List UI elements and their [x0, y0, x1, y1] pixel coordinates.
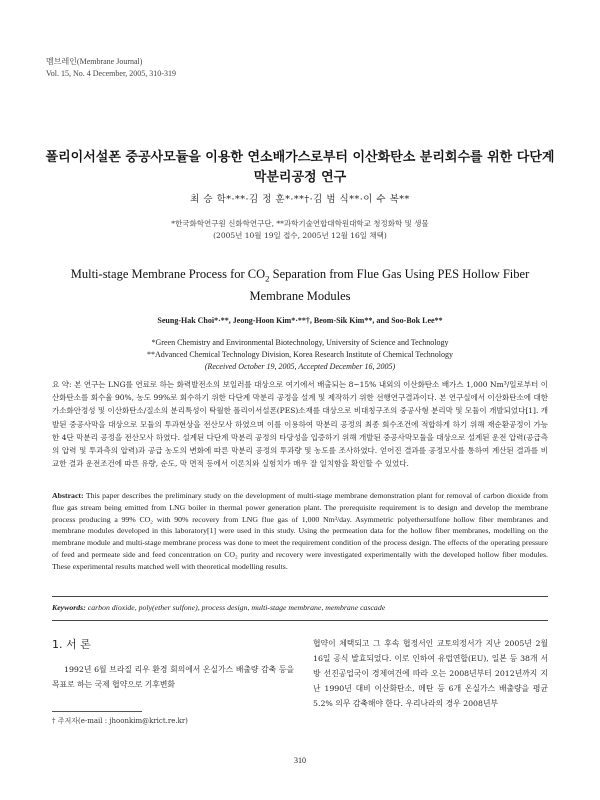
- english-title: [40, 263, 560, 307]
- footnote-rule: [52, 711, 142, 712]
- korean-title: [40, 148, 560, 188]
- korean-title-line-2: 막분리공정 연구: [253, 170, 347, 185]
- english-abstract: [52, 490, 548, 573]
- english-title-line-2: Membrane Modules: [249, 289, 351, 303]
- english-abstract-text: This paper describes the preliminary study on the development of multi-stage membrane demonstration plant for removal of carbon dioxide from flue gas stream being emitted from LNG boiler in thermal power generation plant. The prerequisite requirement is to design and develop the membrane process producing a 99% CO₂ with 90% recovery from LNG flue gas of 1,000 Nm³/day. Asymmetric polyethersulfone hollow fiber membranes and membrane modules developed in this laboratory[1] were used in this study. Using the permeation data for the hollow fiber membranes, modelling on the membrane module and multi-stage membrane process was done to meet the requirement condition of the process design. The effects of the operating pressure of feed and permeate side and feed concentration on CO₂ purity and recovery were investigated experimentally with the developed hollow fiber modules. These experimental results matched well with theoretical modelling results.: [52, 491, 548, 571]
- journal-issue: Vol. 15, No. 4 December, 2005, 310-319: [46, 69, 176, 78]
- keywords-text: carbon dioxide, poly(ether sulfone), process design, multi-stage membrane, membrane cascade: [87, 603, 386, 612]
- journal-name: 멤브레인(Membrane Journal): [46, 57, 143, 66]
- english-affiliation: [0, 337, 600, 373]
- keywords-top-rule: [52, 596, 548, 597]
- page-number: 310: [294, 756, 306, 765]
- section-title: 1. 서 론: [52, 638, 91, 651]
- english-received-date: (Received October 19, 2005, Accepted December 16, 2005): [204, 362, 396, 371]
- korean-authors: 최 승 학*·**·김 정 훈*·**†·김 범 식**·이 수 복**: [190, 194, 410, 205]
- english-affiliation-1: *Green Chemistry and Environmental Biotechnology, University of Science and Technology: [151, 338, 449, 347]
- korean-abstract: [52, 378, 548, 470]
- english-title-part-b: Separation from Flue Gas Using PES Hollow Fiber: [269, 267, 530, 281]
- journal-header: [46, 56, 176, 80]
- korean-affiliation-text: *한국화학연구원 신화학연구단, **과학기술연합대학원대학교 청정화학 및 생물: [171, 219, 429, 228]
- korean-title-line-1: 폴리이서설폰 중공사모듈을 이용한 연소배가스로부터 이산화탄소 분리회수를 위한 다단계: [45, 150, 555, 165]
- keywords-bottom-rule: [52, 620, 548, 621]
- co2-subscript: 2: [265, 273, 270, 284]
- right-column: 협약이 체택되고 그 후속 협정서인 교토의정서가 지난 2005년 2월 16일 공식 발효되었다. 이로 인하여 유럽연합(EU), 일본 등 38개 서방 선진공업국이 경제여건에 따라 오는 2008년부터 2012년까지 지난 1990년 대비 이산화탄소, 메탄 등 6개 온실가스 배출량을 평균 5.2% 의무 감축해야 한다. 우리나라의 경우 2008년부: [313, 639, 548, 708]
- korean-affiliation: [0, 218, 600, 242]
- korean-abstract-label: 요 약:: [52, 380, 72, 389]
- english-affiliation-2: **Advanced Chemical Technology Division, Korea Research Institute of Chemical Technology: [146, 350, 454, 359]
- korean-received-date: (2005년 10월 19일 접수, 2005년 12월 16일 채택): [213, 231, 387, 240]
- english-title-part-a: Multi-stage Membrane Process for CO: [70, 267, 266, 281]
- english-authors: Seung-Hak Choi*·**, Jeong-Hoon Kim*·**†, Beom-Sik Kim**, and Soo-Bok Lee**: [157, 316, 443, 325]
- english-title-line-1: [40, 263, 560, 285]
- english-abstract-label: Abstract:: [52, 491, 84, 500]
- korean-abstract-text: 본 연구는 LNG를 연료로 하는 화력발전소의 보일러를 대상으로 여기에서 배출되는 8~15% 내외의 이산화탄소 배가스 1,000 Nm³/일로부터 이산화탄소를 회수율 90%, 농도 99%로 회수하기 위한 다단계 막분리 공정을 설계 및 제작하기 위한 선행연구결과이다. 본 연구실에서 이산화탄소에 대한 가소화안정성 및 이산화탄소/질소의 분리특성이 탁월한 폴리이서설폰(PES)소재를 대상으로 비대칭구조의 중공사형 분리막 및 모듈이 개발되었다[1]. 개발된 중공사막을 대상으로 모듈의 투과현상을 전산모사 하였으며 이를 이용하여 막분리 공정의 최종 회수조건에 적합하게 하기 위해 재순환공정이 가능한 4단 막분리 공정을 전산모사 하였다. 설계된 다단계 막분리 공정의 타당성을 입증하기 위해 개발된 중공사막모듈을 대상으로 설계된 운전 압력(공급측의 압력 및 투과측의 압력)과 공급 농도의 변화에 따른 막분리 공정의 투과량 및 농도를 조사하였다. 얻어진 결과를 공정모사를 통하여 계산된 결과를 비교한 결과 운전조건에 따른 유량, 순도, 막 면적 등에서 이론치와 실험치가 매우 잘 일치함을 확인할 수 있었다.: [52, 380, 548, 469]
- keywords-label: Keywords:: [52, 603, 86, 612]
- keywords: [52, 603, 548, 612]
- footnote: † 주저자(e-mail : jhoonkim@krict.re.kr): [52, 717, 188, 725]
- left-column: [52, 636, 294, 692]
- section-body-left: 1992년 6월 브라질 리우 환경 회의에서 온실가스 배출량 감축 등을 목표로 하는 국제 협약으로 기후변화: [52, 665, 294, 689]
